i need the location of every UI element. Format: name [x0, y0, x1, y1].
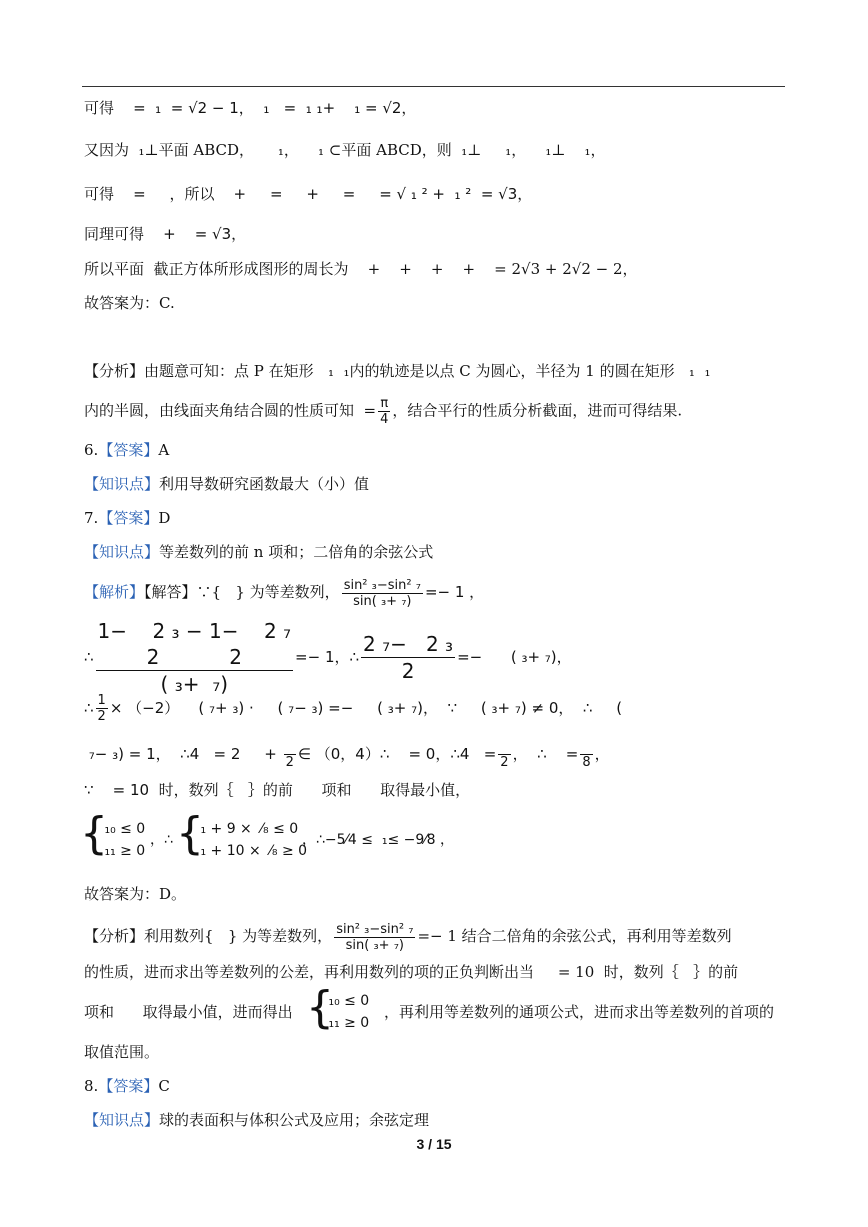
q6-knowledge-line	[84, 474, 369, 494]
q7-solution-tag: 【解析】	[84, 583, 145, 601]
eq3-frac-1-den: 2	[285, 755, 294, 770]
q7-conclusion: 故答案为：D。	[84, 885, 187, 903]
eq3-frac-3	[580, 739, 592, 770]
analysis-line-1	[84, 361, 710, 381]
system-mid: ，∴	[150, 832, 173, 848]
system-2-row-2: ₁ + 10 × ⁄₈ ≥ 0	[196, 843, 308, 859]
q7-analysis-tag: 【分析】	[84, 927, 145, 945]
eq3-frac-3-den: 8	[582, 755, 591, 770]
eq3-frac-2-num	[498, 739, 510, 755]
q8-knowledge: 球的表面积与体积公式及应用；余弦定理	[159, 1111, 430, 1129]
analysis-tag: 【分析】	[84, 362, 145, 380]
eq1-text-b: =− 1，∴	[295, 648, 360, 666]
therefore-symbol: ∴	[84, 648, 94, 666]
q6-answer-line	[84, 440, 169, 460]
q6-knowledge: 利用导数研究函数最大（小）值	[159, 475, 370, 493]
q7-eq1	[84, 618, 572, 697]
line-2: 又因为 ₁⊥平面 ABCD， ₁， ₁ ⊂平面 ABCD，则 ₁⊥ ₁， ₁⊥ ₁，	[84, 141, 606, 159]
q7-number: 7.	[84, 509, 99, 527]
system-1-row-2: ₁₁ ≥ 0	[100, 843, 146, 859]
q7-sin-fraction	[342, 578, 423, 609]
system-2	[196, 818, 307, 862]
q7-analysis-text-b: =− 1 结合二倍角的余弦公式，再利用等差数列	[417, 927, 732, 945]
line-6: 故答案为：C.	[84, 294, 175, 312]
q7-answer: D	[158, 509, 171, 527]
line-4: 同理可得 + = √3，	[84, 225, 247, 243]
q7-analysis-line-4: 取值范围。	[84, 1043, 160, 1061]
eq1-second-denominator: 2	[401, 659, 415, 683]
header-rule	[82, 86, 785, 87]
analysis-system	[324, 990, 369, 1034]
system-1	[100, 818, 145, 862]
q7-answer-line	[84, 508, 170, 528]
q7-eq4: ∵ = 10 时，数列｛ ｝的前 项和 取得最小值，	[84, 781, 471, 799]
q6-knowledge-tag: 【知识点】	[84, 475, 160, 493]
system-brace-1: {	[80, 808, 108, 859]
eq3-text-b: ∈ （0，4）∴ = 0，∴4 =	[297, 745, 497, 763]
eq2-half-num: 1	[97, 693, 106, 708]
q7-analysis-text-a: 利用数列{ } 为等差数列，	[144, 927, 333, 945]
q7-analysis-numerator: sin² ₃−sin² ₇	[336, 921, 414, 937]
eq3-text-d: ，	[594, 745, 610, 763]
eq3-text-a: ₇− ₃) = 1， ∴4 = 2 +	[84, 745, 282, 763]
eq3-text-c: ， ∴ =	[512, 745, 579, 763]
eq1-second-numerator: 2 ₇− 2 ₃	[363, 632, 454, 656]
line-3: 可得 = ，所以 + = + = = √ ₁ ² + ₁ ² = √3，	[84, 185, 533, 203]
system-result: ，∴−5⁄4 ≤ ₁≤ −9⁄8 ，	[302, 832, 454, 848]
q7-sin-denominator: sin( ₃+ ₇)	[353, 593, 412, 609]
eq3-frac-2	[498, 739, 510, 770]
line-1: 可得 = ₁ = √2 − 1， ₁ = ₁ ₁+ ₁ = √2，	[84, 99, 417, 117]
q7-solution-text-b: =− 1 ，	[424, 583, 485, 601]
q7-solution-line	[84, 576, 484, 609]
q7-analysis-line-1	[84, 920, 732, 953]
eq3-frac-1-num	[284, 739, 296, 755]
eq1-numerator-sub: 2 2	[146, 645, 242, 669]
analysis-system-row-1: ₁₀ ≤ 0	[324, 993, 370, 1009]
line-5: 所以平面 截正方体所形成图形的周长为 + + + + = 2√3 + 2√2 − 2，	[84, 260, 638, 278]
q7-analysis-line-3b: ，再利用等差数列的通项公式，进而求出等差数列的首项的	[384, 1003, 775, 1021]
q7-knowledge-line	[84, 542, 433, 562]
q7-sin-numerator: sin² ₃−sin² ₇	[343, 577, 421, 593]
analysis-line-2	[84, 396, 682, 427]
q7-eq3	[84, 738, 610, 770]
q7-analysis-line-3a: 项和 取得最小值，进而得出	[84, 1003, 293, 1021]
page-number: 3 / 15	[416, 1136, 452, 1152]
eq2-text: × （−2） ( ₇+ ₃) · ( ₇− ₃) =− ( ₃+ ₇)， ∵ ( ₃+ ₇) ≠ 0， ∴ (	[109, 699, 623, 717]
analysis-brace: {	[306, 982, 334, 1033]
eq2-half	[96, 693, 108, 724]
analysis-system-row-2: ₁₁ ≥ 0	[324, 1015, 370, 1031]
eq1-text-c: =− ( ₃+ ₇)，	[457, 648, 572, 666]
eq3-frac-2-den: 2	[500, 755, 509, 770]
analysis-text-2b: ，结合平行的性质分析截面，进而可得结果.	[392, 401, 683, 420]
eq1-denominator: ( ₃+ ₇)	[160, 672, 229, 696]
eq3-frac-3-num	[580, 739, 592, 755]
analysis-text-2a: 内的半圆，由线面夹角结合圆的性质可知 =	[84, 401, 377, 420]
eq2-half-den: 2	[97, 709, 106, 724]
analysis-text-1: 由题意可知：点 P 在矩形 ₁ ₁内的轨迹是以点 C 为圆心，半径为 1 的圆在矩形 ₁ ₁	[144, 362, 711, 380]
q8-knowledge-tag: 【知识点】	[84, 1111, 160, 1129]
eq1-big-fraction	[96, 618, 294, 697]
eq2-therefore: ∴	[84, 699, 94, 717]
eq1-numerator-text: 1− 2 ₃ − 1− 2 ₇	[97, 619, 292, 643]
q6-answer: A	[158, 441, 170, 459]
q8-knowledge-line	[84, 1110, 429, 1130]
q7-knowledge: 等差数列的前 n 项和；二倍角的余弦公式	[159, 543, 434, 561]
eq1-second-fraction	[361, 631, 455, 684]
system-1-row-1: ₁₀ ≤ 0	[100, 821, 146, 837]
q8-answer-line	[84, 1076, 170, 1096]
pi-numerator: π	[378, 396, 390, 412]
system-2-row-1: ₁ + 9 × ⁄₈ ≤ 0	[196, 821, 299, 837]
q8-number: 8.	[84, 1077, 99, 1095]
q7-knowledge-tag: 【知识点】	[84, 543, 160, 561]
system-brace-2: {	[176, 808, 204, 859]
q7-analysis-line-2: 的性质，进而求出等差数列的公差，再利用数列的项的正负判断出当 = 10 时，数列｛ ｝的前	[84, 963, 739, 981]
q8-answer-tag: 【答案】	[98, 1077, 159, 1095]
q7-solution-text-a: 【解答】∵{ } 为等差数列，	[144, 583, 340, 601]
four-denominator: 4	[380, 412, 389, 427]
q7-analysis-fraction	[334, 922, 415, 953]
q7-analysis-denominator: sin( ₃+ ₇)	[345, 937, 404, 953]
q8-answer: C	[158, 1077, 170, 1095]
pi-over-4	[378, 396, 390, 427]
q6-answer-tag: 【答案】	[98, 441, 159, 459]
q7-answer-tag: 【答案】	[98, 509, 159, 527]
eq1-numerator	[96, 618, 294, 671]
eq3-frac-1	[284, 739, 296, 770]
q6-number: 6.	[84, 441, 99, 459]
q7-eq2	[84, 692, 622, 724]
